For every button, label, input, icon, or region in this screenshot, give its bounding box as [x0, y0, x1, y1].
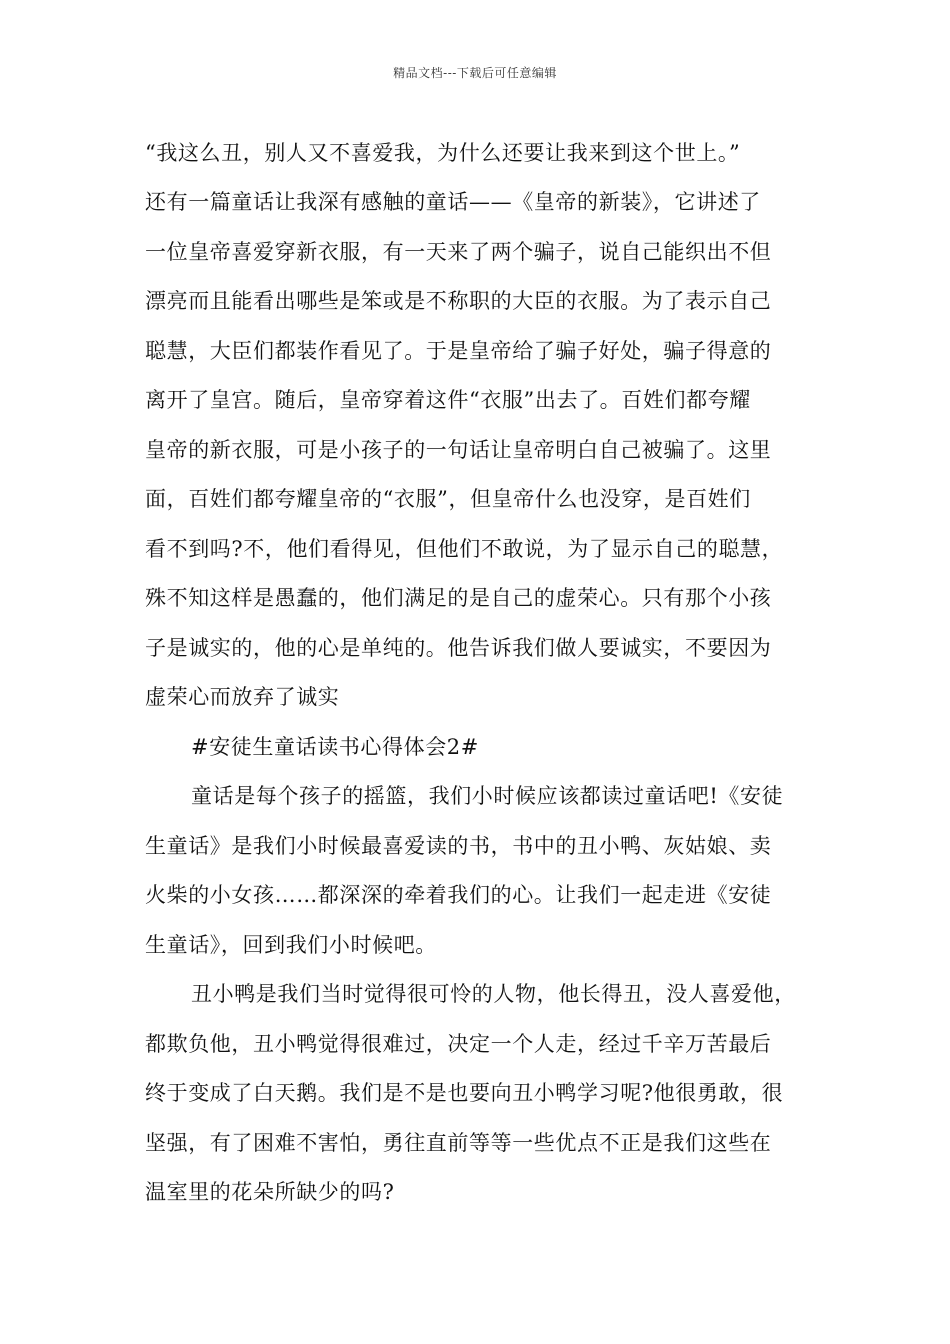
text-line: 聪慧，大臣们都装作看见了。于是皇帝给了骗子好处，骗子得意的 [145, 339, 772, 363]
text-line: 火柴的小女孩……都深深的牵着我们的心。让我们一起走进《安徒 [145, 883, 772, 907]
text-line: 皇帝的新衣服，可是小孩子的一句话让皇帝明白自己被骗了。这里 [145, 438, 772, 462]
paragraph-first-line: 丑小鸭是我们当时觉得很可怜的人物，他长得丑，没人喜爱他， [191, 982, 796, 1006]
text-line: 还有一篇童话让我深有感触的童话——《皇帝的新装》，它讲述了 [145, 190, 761, 214]
text-line: 离开了皇宫。随后，皇帝穿着这件“衣服”出去了。百姓们都夸耀 [145, 388, 751, 412]
paragraph-first-line: 童话是每个孩子的摇篮，我们小时候应该都读过童话吧!《安徒 [191, 784, 784, 808]
text-line: “我这么丑，别人又不喜爱我，为什么还要让我来到这个世上。” [145, 141, 741, 165]
text-line: 子是诚实的，他的心是单纯的。他告诉我们做人要诚实，不要因为 [145, 636, 772, 660]
text-line: 殊不知这样是愚蠢的，他们满足的是自己的虚荣心。只有那个小孩 [145, 586, 772, 610]
section-heading: #安徒生童话读书心得体会2# [191, 735, 479, 759]
text-line: 都欺负他，丑小鸭觉得很难过，决定一个人走，经过千辛万苦最后 [145, 1032, 772, 1056]
text-line: 生童话》，回到我们小时候吧。 [145, 933, 437, 957]
text-line: 虚荣心而放弃了诚实 [145, 685, 340, 709]
page-header: 精品文档---下载后可任意编辑 [393, 66, 557, 80]
text-line: 漂亮而且能看出哪些是笨或是不称职的大臣的衣服。为了表示自己 [145, 289, 772, 313]
text-line: 生童话》是我们小时候最喜爱读的书，书中的丑小鸭、灰姑娘、卖 [145, 834, 772, 858]
text-line: 一位皇帝喜爱穿新衣服，有一天来了两个骗子，说自己能织出不但 [145, 240, 772, 264]
text-line: 终于变成了白天鹅。我们是不是也要向丑小鸭学习呢?他很勇敢，很 [145, 1081, 784, 1105]
text-line: 面，百姓们都夸耀皇帝的“衣服”，但皇帝什么也没穿，是百姓们 [145, 487, 751, 511]
text-line: 看不到吗?不，他们看得见，但他们不敢说，为了显示自己的聪慧， [145, 537, 784, 561]
text-line: 坚强，有了困难不害怕，勇往直前等等一些优点不正是我们这些在 [145, 1131, 772, 1155]
text-line: 温室里的花朵所缺少的吗? [145, 1180, 395, 1204]
